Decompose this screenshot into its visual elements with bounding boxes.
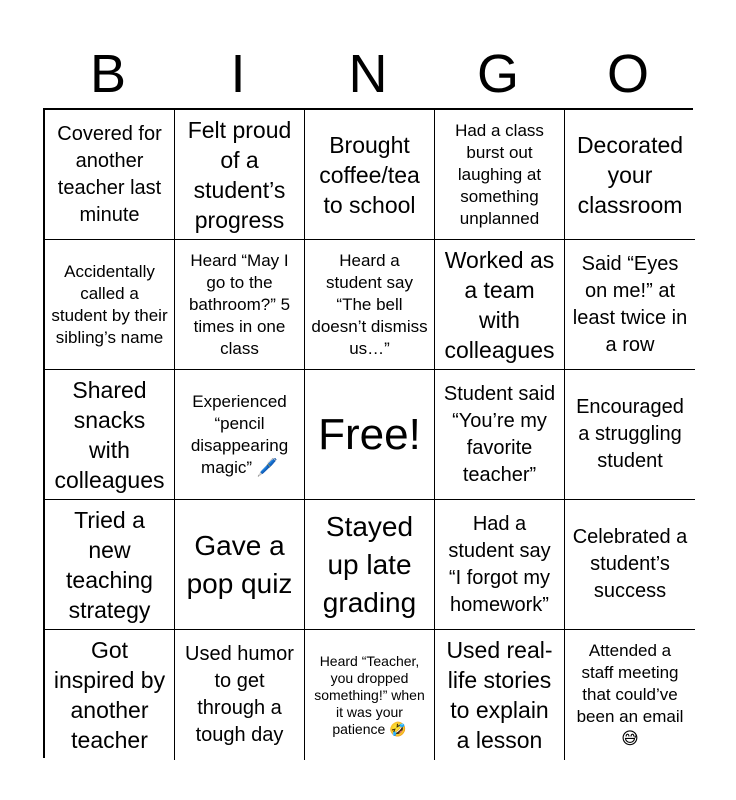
bingo-cell-label: Student said “You’re my favorite teacher” xyxy=(443,382,556,486)
bingo-cell-label: Shared snacks with colleagues xyxy=(54,376,165,493)
bingo-cell-label: Experienced “pencil disappearing magic” 🖊️ xyxy=(190,391,289,477)
header-letter-b: B xyxy=(89,44,127,104)
bingo-cell-label: Had a student say “I forgot my homework” xyxy=(448,512,551,616)
bingo-cell-r5c5[interactable] xyxy=(565,630,695,760)
bingo-cell-r5c1[interactable] xyxy=(45,630,175,760)
bingo-cell-label: Gave a pop quiz xyxy=(186,529,293,599)
bingo-cell-label: Heard a student say “The bell doesn’t dismiss us…” xyxy=(311,250,428,358)
bingo-cell-r2c5[interactable] xyxy=(565,240,695,370)
bingo-cell-r3c1[interactable] xyxy=(45,370,175,500)
bingo-cell-r1c2[interactable] xyxy=(175,110,305,240)
bingo-cell-label: Free! xyxy=(318,409,421,459)
bingo-cell-r2c1[interactable] xyxy=(45,240,175,370)
bingo-cell-r4c1[interactable] xyxy=(45,500,175,630)
bingo-cell-label: Encouraged a struggling student xyxy=(576,396,684,472)
bingo-cell-r5c3[interactable] xyxy=(305,630,435,760)
bingo-cell-r4c3[interactable] xyxy=(305,500,435,630)
bingo-cell-r3c4[interactable] xyxy=(435,370,565,500)
bingo-cell-r3c2[interactable] xyxy=(175,370,305,500)
bingo-cell-label: Worked as a team with colleagues xyxy=(444,246,555,363)
bingo-cell-label: Heard “Teacher, you dropped something!” when it was your patience 🤣 xyxy=(314,652,425,737)
bingo-cell-r1c3[interactable] xyxy=(305,110,435,240)
bingo-cell-r4c2[interactable] xyxy=(175,500,305,630)
bingo-cell-label: Attended a staff meeting that could’ve been an email 😅 xyxy=(576,641,684,748)
bingo-board xyxy=(43,108,693,758)
bingo-cell-r5c4[interactable] xyxy=(435,630,565,760)
bingo-cell-label: Used real-life stories to explain a lesson xyxy=(446,637,553,753)
bingo-cell-r1c1[interactable] xyxy=(45,110,175,240)
bingo-cell-r1c5[interactable] xyxy=(565,110,695,240)
bingo-cell-r2c4[interactable] xyxy=(435,240,565,370)
bingo-cell-label: Had a class burst out laughing at something unplanned xyxy=(455,120,544,228)
bingo-cell-label: Accidentally called a student by their sibling’s name xyxy=(51,261,168,347)
bingo-cell-label: Stayed up late grading xyxy=(322,510,417,618)
bingo-cell-label: Brought coffee/tea to school xyxy=(319,131,420,218)
header-letter-i: I xyxy=(230,44,246,104)
bingo-cell-r4c5[interactable] xyxy=(565,500,695,630)
bingo-cell-label: Tried a new teaching strategy xyxy=(66,506,153,623)
bingo-cell-label: Covered for another teacher last minute xyxy=(57,122,162,226)
bingo-cell-label: Said “Eyes on me!” at least twice in a row xyxy=(572,252,688,356)
bingo-cell-label: Heard “May I go to the bathroom?” 5 times in one class xyxy=(188,250,291,358)
bingo-cell-r3c5[interactable] xyxy=(565,370,695,500)
bingo-cell-r2c2[interactable] xyxy=(175,240,305,370)
bingo-cell-label: Decorated your classroom xyxy=(576,131,684,218)
header-letter-o: O xyxy=(606,44,649,104)
bingo-cell-label: Felt proud of a student’s progress xyxy=(187,116,292,233)
header-letter-n: N xyxy=(348,44,388,104)
bingo-cell-label: Celebrated a student’s success xyxy=(572,526,688,602)
bingo-header xyxy=(43,40,693,108)
bingo-cell-r4c4[interactable] xyxy=(435,500,565,630)
bingo-cell-r1c4[interactable] xyxy=(435,110,565,240)
bingo-cell-r2c3[interactable] xyxy=(305,240,435,370)
bingo-cell-r5c2[interactable] xyxy=(175,630,305,760)
header-letter-g: G xyxy=(476,44,519,104)
bingo-cell-label: Got inspired by another teacher xyxy=(53,637,166,753)
free-space-cell[interactable] xyxy=(305,370,435,500)
bingo-cell-label: Used humor to get through a tough day xyxy=(185,643,294,746)
